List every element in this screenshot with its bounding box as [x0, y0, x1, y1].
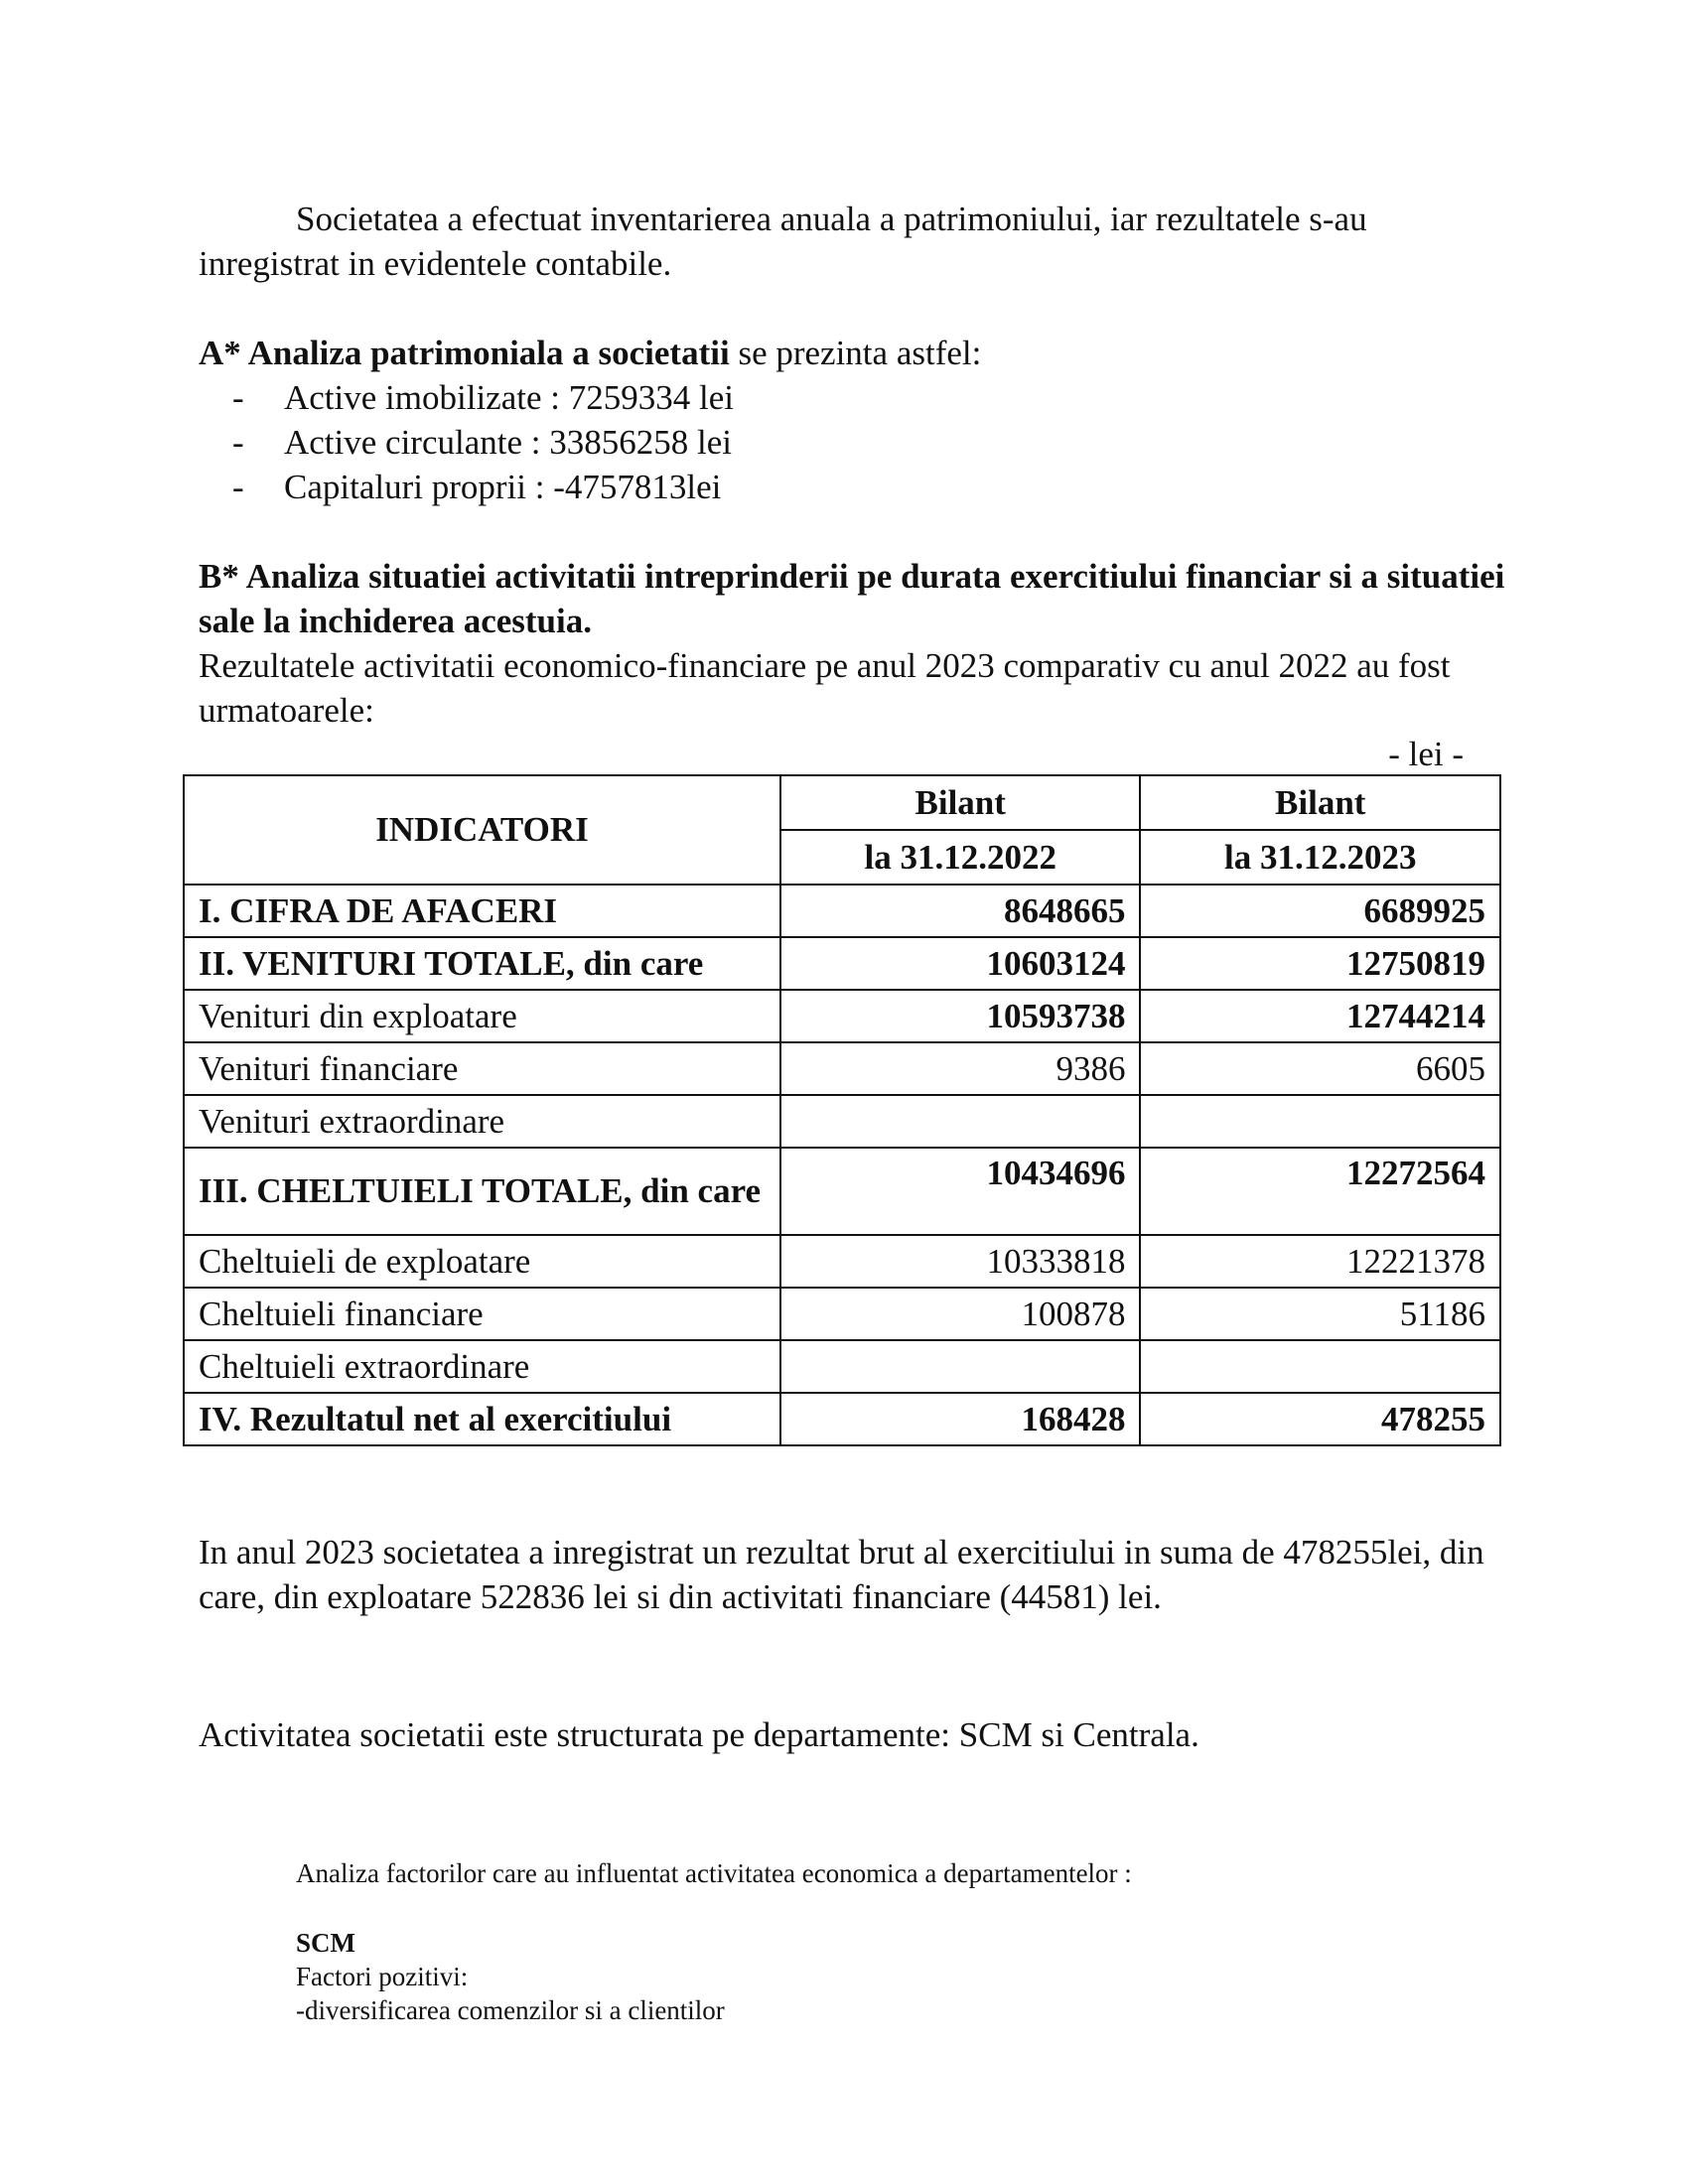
- value-2022: 100878: [780, 1288, 1141, 1340]
- value-2022: 9386: [780, 1042, 1141, 1095]
- table-row: [184, 1288, 1500, 1340]
- header-date-2022: la 31.12.2022: [780, 830, 1141, 885]
- results-intro: Rezultatele activitatii economico-financiare pe anul 2023 comparativ cu anul 2022 au fost urmatoarele:: [199, 646, 1451, 730]
- row-label: Cheltuieli financiare: [184, 1288, 780, 1340]
- row-label: I. CIFRA DE AFACERI: [184, 885, 780, 937]
- intro-paragraph: Societatea a efectuat inventarierea anuala a patrimoniului, iar rezultatele s-au inregistrat in evidentele contabile.: [199, 200, 1367, 283]
- financial-table: [183, 774, 1501, 1446]
- result-paragraph: In anul 2023 societatea a inregistrat un rezultat brut al exercitiului in suma de 478255lei, din care, din exploatare 522836 lei si din activitati financiare (44581) lei.: [199, 1533, 1484, 1616]
- header-bilant-2022: Bilant: [780, 775, 1141, 830]
- unit-label: - lei -: [1388, 735, 1464, 773]
- value-2022: 10434696: [780, 1148, 1141, 1235]
- positive-factors-label: Factori pozitivi:: [296, 1962, 469, 1991]
- section-a-suffix: se prezinta astfel:: [729, 334, 982, 372]
- table-row: [184, 1340, 1500, 1393]
- list-item: -diversificarea comenzilor si a clientilor: [296, 1995, 725, 2025]
- value-2022: 168428: [780, 1393, 1141, 1445]
- value-2023: 12272564: [1140, 1148, 1500, 1235]
- asset-list: [232, 375, 734, 509]
- department-name: SCM: [296, 1928, 355, 1958]
- table-row: [184, 990, 1500, 1042]
- value-2023: 51186: [1140, 1288, 1500, 1340]
- value-2022: 10603124: [780, 937, 1141, 990]
- value-2023: 12221378: [1140, 1235, 1500, 1288]
- list-item: - Active circulante : 33856258 lei: [232, 420, 734, 465]
- row-label: Venituri extraordinare: [184, 1095, 780, 1148]
- value-2023: [1140, 1340, 1500, 1393]
- section-b-title: B* Analiza situatiei activitatii intreprinderii pe durata exercitiului financiar si a situatiei sale la inchiderea acestuia.: [199, 557, 1505, 640]
- structure-paragraph: Activitatea societatii este structurata pe departamente: SCM si Centrala.: [199, 1715, 1199, 1754]
- table-row: [184, 1042, 1500, 1095]
- value-2022: [780, 1340, 1141, 1393]
- row-label: IV. Rezultatul net al exercitiului: [184, 1393, 780, 1445]
- list-item: - Capitaluri proprii : -4757813lei: [232, 465, 734, 509]
- header-date-2023: la 31.12.2023: [1140, 830, 1500, 885]
- value-2023: [1140, 1095, 1500, 1148]
- value-2023: 6605: [1140, 1042, 1500, 1095]
- value-2023: 12744214: [1140, 990, 1500, 1042]
- value-2022: 10333818: [780, 1235, 1141, 1288]
- section-a-title: A* Analiza patrimoniala a societatii: [199, 334, 730, 372]
- row-label: Cheltuieli de exploatare: [184, 1235, 780, 1288]
- value-2022: 8648665: [780, 885, 1141, 937]
- table-row: [184, 1235, 1500, 1288]
- value-2023: 6689925: [1140, 885, 1500, 937]
- factors-title: Analiza factorilor care au influentat activitatea economica a departamentelor :: [296, 1858, 1132, 1888]
- row-label: II. VENITURI TOTALE, din care: [184, 937, 780, 990]
- table-row: [184, 1148, 1500, 1235]
- table-row: [184, 1393, 1500, 1445]
- section-a-heading: [199, 331, 1509, 375]
- list-item: - Active imobilizate : 7259334 lei: [232, 375, 734, 420]
- value-2022: 10593738: [780, 990, 1141, 1042]
- value-2023: 478255: [1140, 1393, 1500, 1445]
- value-2023: 12750819: [1140, 937, 1500, 990]
- row-label: Cheltuieli extraordinare: [184, 1340, 780, 1393]
- factors-block: [296, 1926, 725, 2027]
- table-row: [184, 885, 1500, 937]
- header-bilant-2023: Bilant: [1140, 775, 1500, 830]
- row-label: III. CHELTUIELI TOTALE, din care: [184, 1148, 780, 1235]
- value-2022: [780, 1095, 1141, 1148]
- table-row: [184, 937, 1500, 990]
- table-row: [184, 1095, 1500, 1148]
- row-label: Venituri din exploatare: [184, 990, 780, 1042]
- header-indicatori: INDICATORI: [184, 775, 780, 885]
- row-label: Venituri financiare: [184, 1042, 780, 1095]
